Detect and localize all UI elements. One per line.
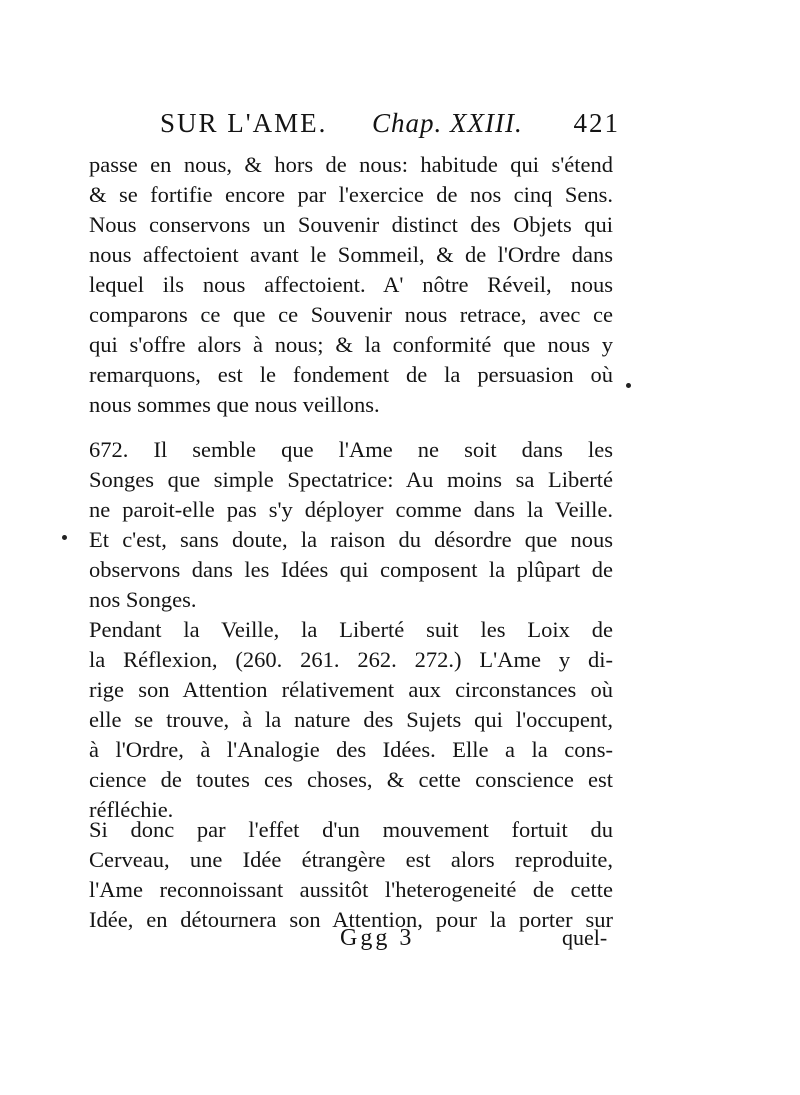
text-line: l'Ame reconnoissant aussitôt l'heterogeneité de cette <box>89 877 613 902</box>
text-line: rige son Attention rélativement aux circonstances où <box>89 677 613 702</box>
paragraph-1 <box>89 150 613 420</box>
text-line: ne paroit-elle pas s'y déployer comme dans la Veille. <box>89 497 613 522</box>
text-line: elle se trouve, à la nature des Sujets qui l'occupent, <box>89 707 613 732</box>
text-line: cience de toutes ces choses, & cette conscience est <box>89 767 613 792</box>
text-line: comparons ce que ce Souvenir nous retrace, avec ce <box>89 302 613 327</box>
page-number: 421 <box>573 108 620 138</box>
text-line: Idée, en détournera son Attention, pour la porter sur <box>89 907 613 932</box>
text-line: à l'Ordre, à l'Analogie des Idées. Elle a la cons- <box>89 737 613 762</box>
running-head <box>160 108 620 142</box>
text-line: réfléchie. <box>89 797 174 822</box>
paragraph-672 <box>89 435 613 615</box>
text-line: qui s'offre alors à nous; & la conformité que nous y <box>89 332 613 357</box>
text-line: observons dans les Idées qui composent la plûpart de <box>89 557 613 582</box>
text-line: nos Songes. <box>89 587 197 612</box>
ink-dot <box>626 383 631 388</box>
text-line: 672. Il semble que l'Ame ne soit dans les <box>89 437 613 462</box>
text-line: Si donc par l'effet d'un mouvement fortuit du <box>89 817 613 842</box>
text-line: & se fortifie encore par l'exercice de nos cinq Sens. <box>89 182 613 207</box>
ink-dot <box>62 535 67 540</box>
paragraph-4 <box>89 815 613 935</box>
text-line: Songes que simple Spectatrice: Au moins sa Liberté <box>89 467 613 492</box>
text-line: lequel ils nous affectoient. A' nôtre Réveil, nous <box>89 272 613 297</box>
chapter-label: Chap. XXIII. <box>372 108 523 138</box>
text-line: Pendant la Veille, la Liberté suit les Loix de <box>89 617 613 642</box>
text-line: Nous conservons un Souvenir distinct des Objets qui <box>89 212 613 237</box>
text-line: nous affectoient avant le Sommeil, & de l'Ordre dans <box>89 242 613 267</box>
catchword: quel- <box>562 925 608 950</box>
paragraph-3 <box>89 615 613 825</box>
text-line: Et c'est, sans doute, la raison du désordre que nous <box>89 527 613 552</box>
text-line: Cerveau, une Idée étrangère est alors reproduite, <box>89 847 613 872</box>
text-line: la Réflexion, (260. 261. 262. 272.) L'Ame y di- <box>89 647 613 672</box>
signature-mark: Ggg 3 <box>340 925 415 951</box>
text-line: remarquons, est le fondement de la persuasion où <box>89 362 613 387</box>
text-line: passe en nous, & hors de nous: habitude qui s'étend <box>89 152 613 177</box>
running-title: SUR L'AME. <box>160 108 328 138</box>
text-line: nous sommes que nous veillons. <box>89 392 380 417</box>
